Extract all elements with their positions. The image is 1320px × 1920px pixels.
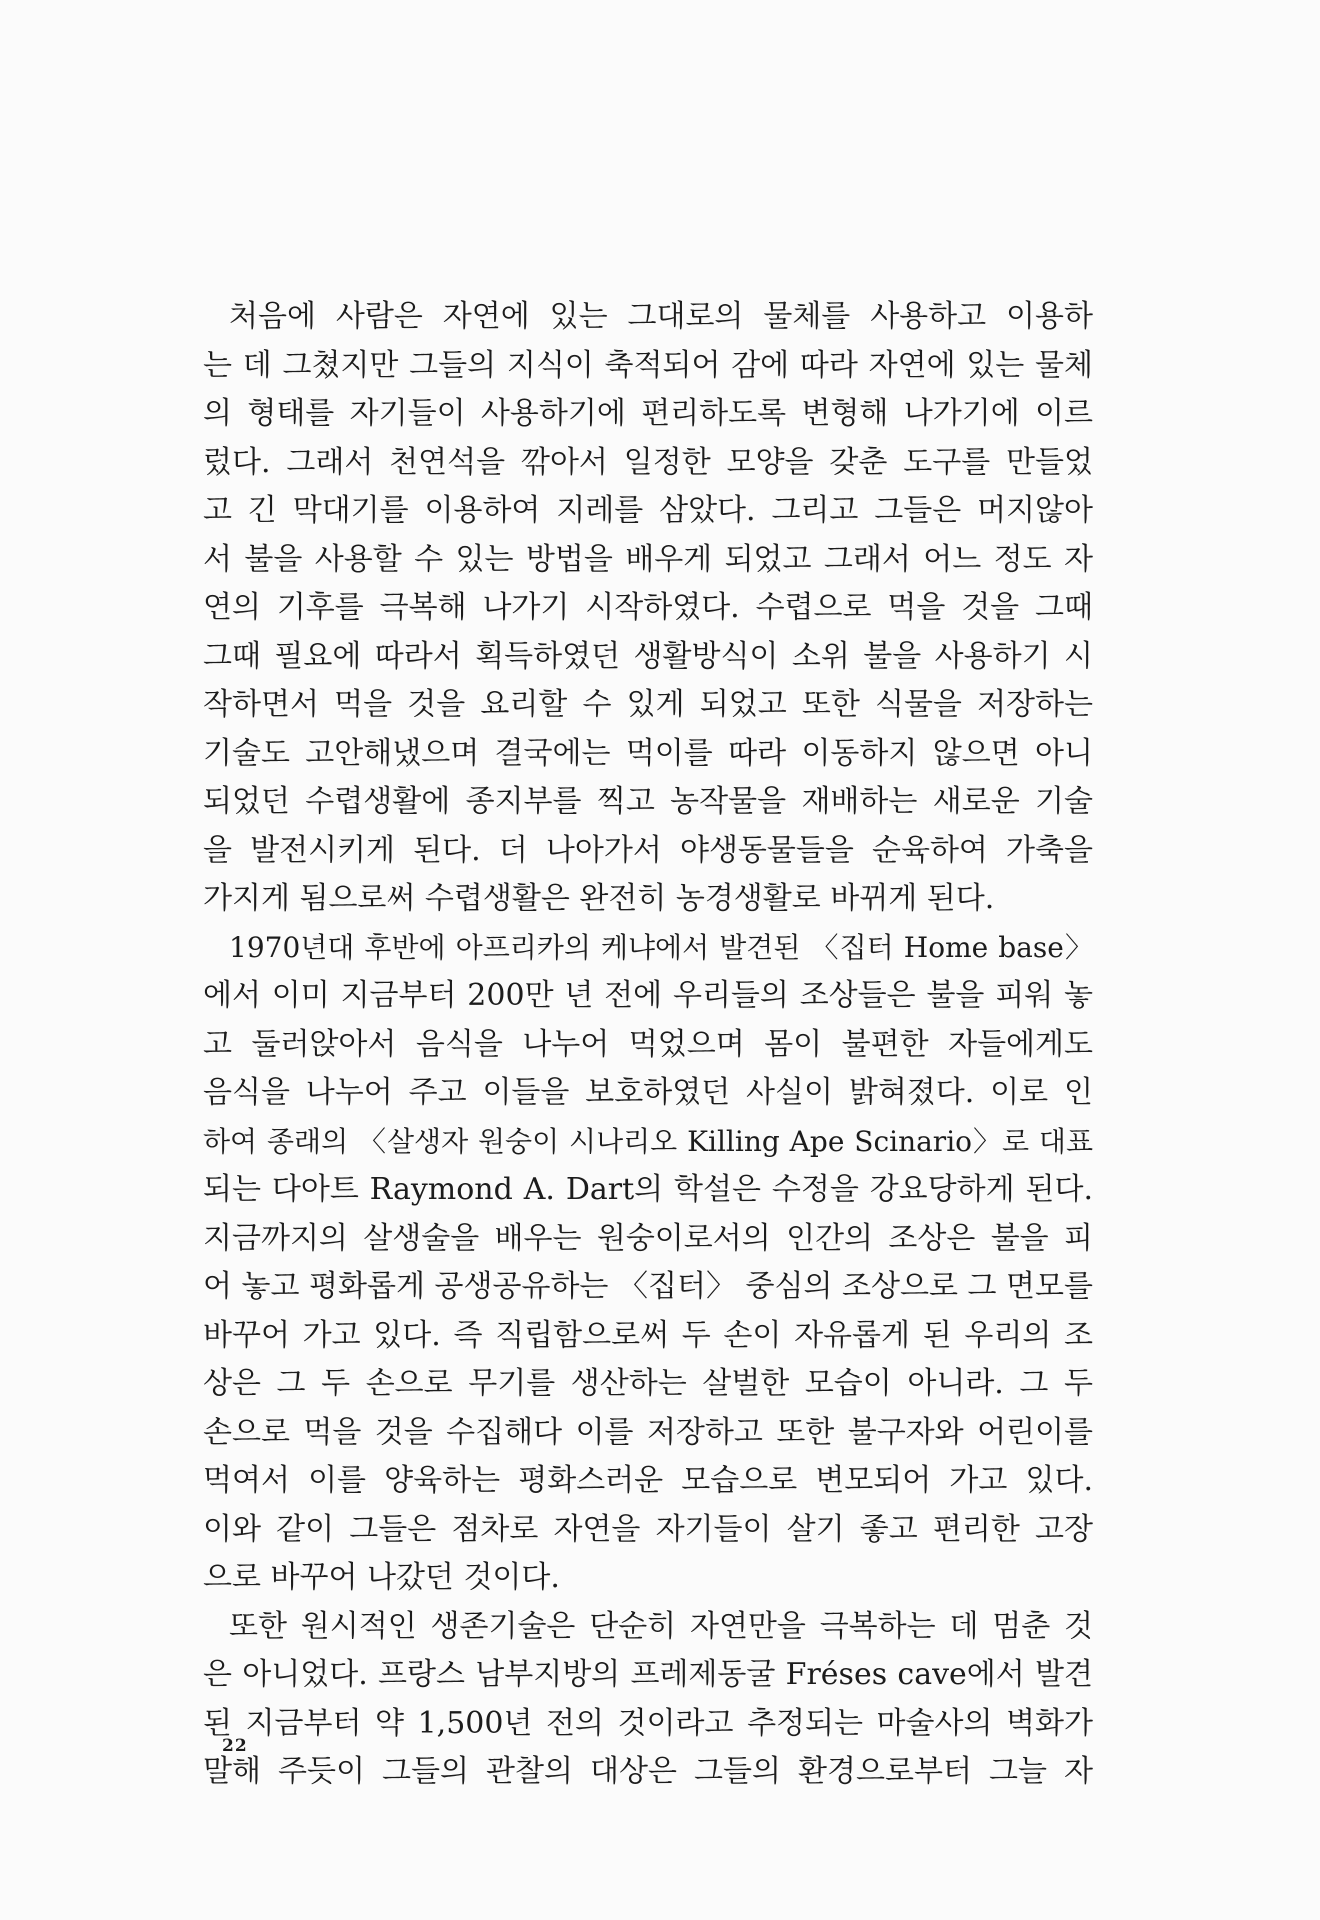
text-line: 바꾸어 가고 있다. 즉 직립함으로써 두 손이 자유롭게 된 우리의 조 — [203, 1317, 1093, 1353]
text-line: 의 형태를 자기들이 사용하기에 편리하도록 변형해 나가기에 이르 — [203, 396, 1093, 431]
text-line: 처음에 사람은 자연에 있는 그대로의 물체를 사용하고 이용하 — [229, 299, 1093, 334]
text-line: 에서 이미 지금부터 200만 년 전에 우리들의 조상들은 불을 피워 놓 — [203, 978, 1093, 1013]
text-line: 기술도 고안해냈으며 결국에는 먹이를 따라 이동하지 않으면 아니 — [203, 735, 1093, 771]
text-line: 된 지금부터 약 1,500년 전의 것이라고 추정되는 마술사의 벽화가 — [203, 1705, 1093, 1741]
text-line: 먹여서 이를 양육하는 평화스러운 모습으로 변모되어 가고 있다. — [203, 1463, 1093, 1498]
text-line: 상은 그 두 손으로 무기를 생산하는 살벌한 모습이 아니라. 그 두 — [203, 1366, 1093, 1401]
text-line: 또한 원시적인 생존기술은 단순히 자연만을 극복하는 데 멈춘 것 — [229, 1608, 1093, 1644]
body-text — [203, 293, 1093, 1797]
text-line: 가지게 됨으로써 수렵생활은 완전히 농경생활로 바뀌게 된다. — [203, 881, 995, 916]
text-line: 되었던 수렵생활에 종지부를 찍고 농작물을 재배하는 새로운 기술 — [203, 784, 1093, 819]
text-line: 는 데 그쳤지만 그들의 지식이 축적되어 감에 따라 자연에 있는 물체 — [203, 347, 1093, 383]
text-line: 되는 다아트 Raymond A. Dart의 학설은 수정을 강요당하게 된다. — [203, 1172, 1093, 1207]
text-line: 고 둘러앉아서 음식을 나누어 먹었으며 몸이 불편한 자들에게도 — [203, 1026, 1093, 1062]
text-line: 고 긴 막대기를 이용하여 지레를 삼았다. 그리고 그들은 머지않아 — [203, 493, 1093, 528]
text-line: 연의 기후를 극복해 나가기 시작하였다. 수렵으로 먹을 것을 그때 — [203, 590, 1093, 625]
text-line: 을 발전시키게 된다. 더 나아가서 야생동물들을 순육하여 가축을 — [203, 832, 1093, 868]
text-line: 어 놓고 평화롭게 공생공유하는 〈집터〉 중심의 조상으로 그 면모를 — [203, 1269, 1093, 1304]
text-line: 이와 같이 그들은 점차로 자연을 자기들이 살기 좋고 편리한 고장 — [203, 1511, 1093, 1547]
text-line: 1970년대 후반에 아프리카의 케냐에서 발견된 〈집터 Home base〉 — [229, 930, 1093, 964]
text-line: 하여 종래의 〈살생자 원숭이 시나리오 Killing Ape Scinario〉로 대표 — [203, 1124, 1093, 1158]
text-line: 렀다. 그래서 천연석을 깎아서 일정한 모양을 갖춘 도구를 만들었 — [203, 444, 1093, 480]
text-line: 말해 주듯이 그들의 관찰의 대상은 그들의 환경으로부터 그늘 자 — [203, 1754, 1093, 1789]
text-line: 손으로 먹을 것을 수집해다 이를 저장하고 또한 불구자와 어린이를 — [203, 1414, 1093, 1450]
text-line: 그때 필요에 따라서 획득하였던 생활방식이 소위 불을 사용하기 시 — [203, 638, 1093, 674]
page-number: 22 — [222, 1736, 248, 1756]
text-line: 은 아니었다. 프랑스 남부지방의 프레제동굴 Fréses cave에서 발견 — [203, 1657, 1093, 1692]
text-line: 지금까지의 살생술을 배우는 원숭이로서의 인간의 조상은 불을 피 — [203, 1220, 1093, 1256]
text-line: 음식을 나누어 주고 이들을 보호하였던 사실이 밝혀졌다. 이로 인 — [203, 1075, 1093, 1110]
text-line: 으로 바꾸어 나갔던 것이다. — [203, 1560, 560, 1595]
text-line: 서 불을 사용할 수 있는 방법을 배우게 되었고 그래서 어느 정도 자 — [203, 541, 1093, 577]
text-line: 작하면서 먹을 것을 요리할 수 있게 되었고 또한 식물을 저장하는 — [203, 687, 1093, 722]
